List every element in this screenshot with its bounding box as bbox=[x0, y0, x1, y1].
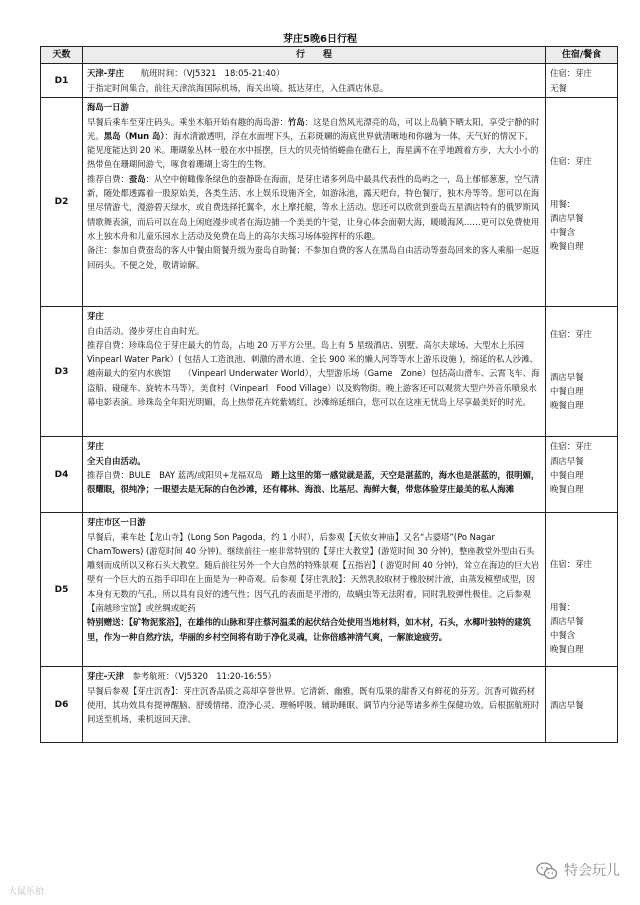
itinerary-text: 早餐后，乘车赴【龙山寺】(Long Son Pagoda，约 1 小时），后参观【天依女神庙】又名“占婆塔”(Po Nagar ChamTowers) (游览时间 40 分钟)。继续前往一座非常特别的【芽庄大教堂】(游览时间 30 分钟)，整座教堂外型由石头雕刻而成所以又称石头大教堂。随后前往另外一个大自然的特殊景观【五指岩】( 游览时间 40 分钟)，耸立在海边的巨大岩壁有一个巨大的五指手印印在上面是为一种奇观。后参观【芽庄乳胶】：天然乳胶取材于橡胶树汁液，由蒸发模塑成型，因本身有无数的气孔，所以具有良好的透气性；因气孔的表面是平滑的，故螨虫等无法附着，同时乳胶弹性极佳。之后参观【南越珍宝馆】或丝绸或蛇药 bbox=[87, 531, 540, 614]
meal-item: 酒店早餐 bbox=[550, 212, 584, 223]
header-stay: 住宿/餐食 bbox=[546, 47, 618, 64]
itinerary-cell bbox=[83, 513, 546, 667]
meal-item: 用餐： bbox=[550, 198, 576, 209]
flight-info: 参考航班：（VJ5320 11:20-16:55） bbox=[132, 671, 276, 682]
itinerary-text: 推荐自费：BULE BAY 蓝湾/或阳贝+龙福双岛 踏上这里的第一感觉就是蓝，天空是湛蓝的，海水也是湛蓝的，很明媚，很耀眼，很纯净；一眼望去是无际的白色沙滩，还有椰林、海浪、比基尼、海鲜大餐，带您体验芽庄最美的私人海滩 bbox=[87, 469, 540, 495]
table-row bbox=[41, 307, 618, 437]
meal-item: 无餐 bbox=[550, 82, 567, 93]
table-header-row bbox=[41, 47, 618, 64]
stay-cell bbox=[546, 98, 618, 307]
day-label: D3 bbox=[41, 307, 83, 437]
header-day: 天数 bbox=[41, 47, 83, 64]
stay-cell bbox=[546, 307, 618, 437]
flight-info: 航班时间：（VJ5321 18:05-21:40） bbox=[140, 68, 285, 79]
meal-item: 酒店早餐 bbox=[550, 371, 584, 382]
day-label: D6 bbox=[41, 667, 83, 743]
table-row bbox=[41, 667, 618, 743]
route-title: 芽庄-天津 bbox=[87, 671, 124, 682]
itinerary-text: 于指定时间集合，前往天津滨海国际机场，海关出境。抵达芽庄，入住酒店休息。 bbox=[87, 82, 389, 93]
meal-item: 晚餐自理 bbox=[550, 484, 584, 495]
meal-item: 酒店早餐 bbox=[550, 455, 584, 466]
itinerary-gift: 特别赠送：【矿物泥浆浴】，在雄伟的山脉和芽庄蔡河温柔的起伏结合处使用当地材料，如木材，石头，水椰叶独特的建筑里，作为一种自然疗法，华丽的乡村空间将有助于净化灵魂，让你倍感神清气爽，一解旅途疲劳。 bbox=[87, 617, 531, 642]
itinerary-cell bbox=[83, 667, 546, 743]
watermark-text: 特会玩儿 bbox=[564, 863, 620, 879]
day-label: D5 bbox=[41, 513, 83, 667]
meal-item: 中餐自理 bbox=[550, 469, 584, 480]
itinerary-text: 自由活动。漫步芽庄自由时光。 bbox=[87, 325, 205, 336]
watermark-right bbox=[536, 860, 620, 880]
route-title: 海岛一日游 bbox=[87, 102, 129, 113]
meal-item: 用餐： bbox=[550, 601, 576, 612]
stay-cell bbox=[546, 667, 618, 743]
stay-cell bbox=[546, 437, 618, 513]
route-title: 芽庄 bbox=[87, 311, 104, 322]
itinerary-cell bbox=[83, 64, 546, 98]
wechat-icon bbox=[536, 862, 558, 880]
table-row bbox=[41, 513, 618, 667]
meal-item: 晚餐自理 bbox=[550, 644, 584, 655]
itinerary-text: 全天自由活动。 bbox=[87, 455, 146, 466]
stay-info: 住宿：芽庄 bbox=[550, 559, 592, 570]
itinerary-text: 推荐自费：珍珠岛位于芽庄最大的竹岛，占地 20 万平方公里。岛上有 5 星级酒店、别墅、高尔夫球场、大型水上乐园 Vinpearl Water Park）( 包括人工造浪池、刺激的滑水道、全长 900 米的懒人河等等水上游乐设施 )，绵延的私人沙滩、越南最大的室内水族馆 （Vinpearl Underwater World），大型游乐场（Game Zone）包括高山滑车、云霄飞车、海盗船、碰碰车、旋转木马等），美食村（Vinpearl Food Village）以及购物街。晚上游客还可以观赏大型户外音乐喷泉水幕电影表演。珍珠岛全年阳光明媚，岛上热带花卉姹紫嫣红，沙滩绵延细白，您可以在这座无忧岛上尽享最美好的时光。 bbox=[87, 339, 540, 408]
meal-item: 晚餐自理 bbox=[550, 241, 584, 252]
itinerary-cell bbox=[83, 98, 546, 307]
page-title: 芽庄5晚6日行程 bbox=[283, 34, 357, 45]
day-label: D2 bbox=[41, 98, 83, 307]
header-itinerary: 行 程 bbox=[83, 47, 546, 64]
table-row bbox=[41, 64, 618, 98]
itinerary-table bbox=[40, 46, 618, 743]
itinerary-text: 早餐后参观【芽庄沉香】：芽庄沉香品质之高却享誉世界。它清新、幽雅，既有瓜果的甜香又有鲜花的芬芳。沉香可做药材使用，其功效具有提神醒脑、舒缓情绪、澄净心灵、理畅呼吸、辅助睡眠、调节内分泌等诸多养生保健功效。后根据航班时间送至机场，乘机返回天津。 bbox=[87, 685, 540, 725]
day-label: D4 bbox=[41, 437, 83, 513]
meal-item: 中餐含 bbox=[550, 227, 576, 238]
stay-info: 住宿：芽庄 bbox=[550, 441, 592, 452]
route-title: 天津-芽庄 bbox=[87, 68, 124, 79]
stay-info: 住宿：芽庄 bbox=[550, 329, 592, 340]
meal-item: 中餐自理 bbox=[550, 385, 584, 396]
meal-item: 酒店早餐 bbox=[550, 615, 584, 626]
table-row bbox=[41, 437, 618, 513]
stay-info: 住宿：芽庄 bbox=[550, 68, 592, 79]
watermark-left: 大鼠乐拍 bbox=[8, 887, 45, 897]
meal-item: 晚餐自理 bbox=[550, 400, 584, 411]
itinerary-note: 备注：参加自费蚕岛的客人中餐由简餐升级为蚕岛自助餐；不参加自费的客人在黑岛自由活动等蚕岛回来的客人乘船一起返回码头。不便之处，敬请谅解。 bbox=[87, 245, 540, 270]
itinerary-text: 推荐自费：蚕岛：从空中俯瞰像条绿色的蚕静卧在海面，是芽庄诸多列岛中最具代表性的岛屿之一，岛上郁郁葱葱，空气清新，随处都透露着一股原始美，各类生活、水上娱乐设施齐全，如游泳池，露天吧台，特色餐厅，独木舟等等。您可以在海里尽情游弋，漫游碧天绿水，或自费选择托翼伞，水上摩托艇，等水上活动。您还可以欣赏到蚕岛五星酒店特有的俄罗斯风情歌舞表演，而后可以在岛上闲庭漫步或者在海边捕一个美美的午觉，让身心体会面朝大海，暖暖海风……更可以免费使用水上独木舟和儿童乐园水上活动及免费在岛上的高尔夫练习场体验挥杆的乐趣。 bbox=[87, 173, 540, 241]
itinerary-cell bbox=[83, 437, 546, 513]
itinerary-text: 早餐后乘车至芽庄码头。乘坐木船开始有趣的海岛游：竹岛：这是自然风光漂亮的岛，可以上岛躺下晒太阳，享受宁静的时光。黑岛（Mun 岛）：海水清澈透明，浮在水面埋下头，五彩斑斓的海底世界就清晰地和你融为一体，天气好的情况下，能见度能达到 20 米。珊瑚象丛林一般在水中摇摆，巨大的贝壳悄悄蜷曲在礁石上，海星满不在乎地踱着方步，大大小小的热带鱼在珊瑚间游弋，啄食着珊瑚上寄生的生物。 bbox=[87, 116, 540, 170]
day-label: D1 bbox=[41, 64, 83, 98]
meal-item: 中餐含 bbox=[550, 630, 576, 641]
stay-cell bbox=[546, 513, 618, 667]
itinerary-cell bbox=[83, 307, 546, 437]
route-title: 芽庄市区一日游 bbox=[87, 517, 146, 528]
table-row bbox=[41, 98, 618, 307]
route-title: 芽庄 bbox=[87, 441, 104, 452]
stay-cell bbox=[546, 64, 618, 98]
meal-item: 酒店早餐 bbox=[550, 699, 584, 710]
stay-info: 住宿：芽庄 bbox=[550, 156, 592, 167]
